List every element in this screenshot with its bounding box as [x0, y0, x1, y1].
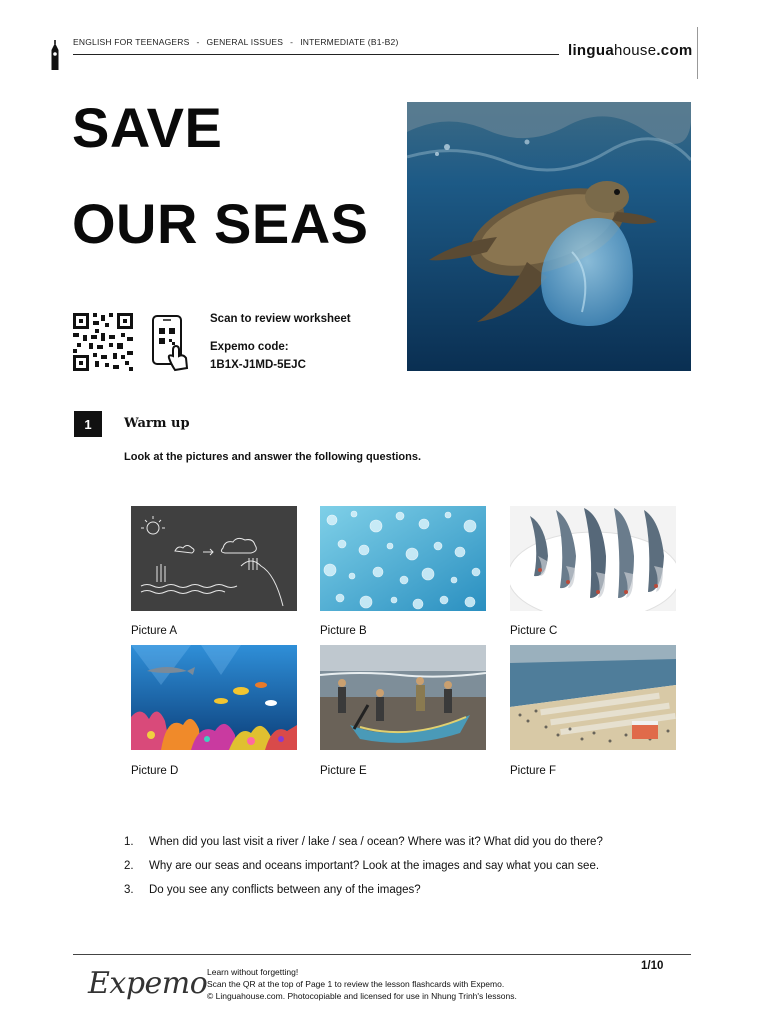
picture-f-caption: Picture F — [510, 765, 557, 777]
section-title: Warm up — [124, 416, 190, 431]
expemo-code-label: Expemo code: — [210, 341, 289, 353]
linguahouse-logo[interactable] — [568, 42, 693, 59]
picture-e-image — [320, 645, 486, 750]
question-number: 2. — [124, 860, 134, 872]
question-item — [124, 836, 603, 860]
breadcrumb — [73, 37, 398, 47]
breadcrumb-level: INTERMEDIATE (B1-B2) — [300, 37, 399, 47]
picture-a-image — [131, 506, 297, 611]
phone-scan-icon — [151, 314, 191, 372]
question-item — [124, 860, 603, 884]
picture-b-image — [320, 506, 486, 611]
question-number: 3. — [124, 884, 134, 896]
footer-divider — [73, 954, 691, 955]
breadcrumb-topic: GENERAL ISSUES — [206, 37, 284, 47]
picture-b-caption: Picture B — [320, 625, 367, 637]
page-title-line-1: SAVE — [72, 96, 223, 159]
picture-f-image — [510, 645, 676, 750]
breadcrumb-separator: - — [196, 37, 200, 47]
question-number: 1. — [124, 836, 134, 848]
question-item — [124, 884, 603, 908]
expemo-code-value: 1B1X-J1MD-5EJC — [210, 359, 306, 371]
page-title-line-2: OUR SEAS — [72, 192, 369, 255]
qr-code-icon[interactable] — [73, 313, 133, 371]
section-instruction: Look at the pictures and answer the following questions. — [124, 451, 422, 463]
page-number: 1/10 — [641, 960, 664, 972]
question-text: Why are our seas and oceans important? Look at the images and say what you can see. — [149, 860, 600, 872]
breadcrumb-separator: - — [290, 37, 294, 47]
scan-label: Scan to review worksheet — [210, 313, 351, 325]
logo-light-text: house — [613, 42, 657, 59]
big-ben-icon — [50, 40, 60, 70]
hero-turtle-plastic-image — [407, 102, 691, 371]
picture-d-image — [131, 645, 297, 750]
header-vertical-rule — [697, 27, 698, 79]
expemo-logo[interactable]: Expemo — [88, 966, 208, 1001]
picture-a-caption: Picture A — [131, 625, 178, 637]
footer-tagline: Learn without forgetting! — [207, 967, 299, 977]
logo-bold-text: lingua — [568, 42, 614, 59]
section-number-badge: 1 — [74, 411, 102, 437]
footer-copyright: © Linguahouse.com. Photocopiable and licensed for use in Nhung Trinh's lessons. — [207, 991, 517, 1001]
footer-scan-note: Scan the QR at the top of Page 1 to review the lesson flashcards with Expemo. — [207, 979, 505, 989]
question-list — [124, 836, 603, 908]
picture-c-caption: Picture C — [510, 625, 558, 637]
picture-d-caption: Picture D — [131, 765, 179, 777]
question-text: When did you last visit a river / lake / sea / ocean? Where was it? What did you do there? — [149, 836, 603, 848]
picture-e-caption: Picture E — [320, 765, 367, 777]
footer-notice — [207, 966, 517, 1002]
header-divider — [73, 54, 559, 55]
breadcrumb-course: ENGLISH FOR TEENAGERS — [73, 37, 190, 47]
question-text: Do you see any conflicts between any of the images? — [149, 884, 421, 896]
logo-suffix-text: .com — [656, 42, 693, 59]
picture-c-image — [510, 506, 676, 611]
